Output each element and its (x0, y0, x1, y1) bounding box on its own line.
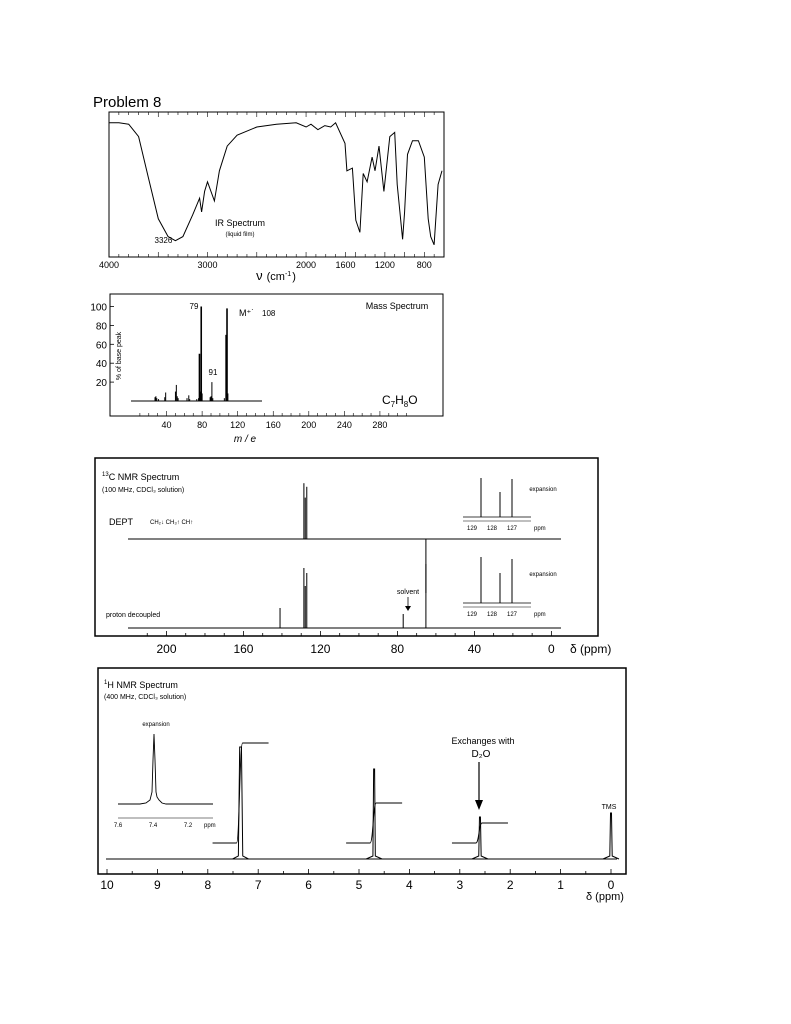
c13-lower-expansion (463, 557, 557, 618)
ms-formula-7: 7 (390, 400, 396, 409)
c13-dept-exp-tick-3: 127 (506, 526, 518, 532)
ms-label-mplus: M⁺˙ (239, 308, 255, 318)
ms-ylabel: % of base peak (116, 331, 123, 381)
h1-xtick-label: 0 (607, 878, 615, 892)
c13-xtick-label: 200 (156, 642, 177, 656)
ms-xtick-label: 160 (265, 420, 281, 430)
ms-ytick-label: 80 (95, 321, 107, 333)
ir-tick-label: 2000 (296, 260, 317, 270)
h1-title-text: H NMR Spectrum (107, 680, 178, 690)
h1-exchange-arrowhead (475, 800, 483, 810)
h1-xtick-label: 8 (204, 878, 212, 892)
ir-xlabel (256, 268, 296, 283)
ms-xtick-label: 200 (301, 420, 317, 430)
c13-dept-exp-tick-1: 129 (466, 526, 478, 532)
ms-formula-h: H (395, 393, 404, 407)
c13-title-sup: 13 (102, 472, 109, 478)
c13-xtick-label: 0 (548, 642, 555, 656)
h1-exchange-label-2: D₂O (471, 749, 491, 760)
c13-solvent-label: solvent (396, 589, 420, 596)
ir-chart (99, 112, 444, 283)
h1-expansion-inset (114, 722, 216, 829)
h1-xtick-label: 10 (100, 878, 114, 892)
ir-tick-label: 800 (416, 260, 432, 270)
ir-tick-label: 1200 (374, 260, 395, 270)
ms-ytick-label: 60 (95, 340, 107, 352)
h1-expansion-trace (118, 734, 213, 804)
ms-ytick-label: 100 (90, 302, 107, 314)
ir-xlabel-close: ) (292, 271, 296, 283)
ir-subtitle: (liquid film) (225, 232, 255, 238)
h1-xtick-label: 2 (506, 878, 514, 892)
ir-tick-label: 1600 (335, 260, 356, 270)
c13-lower-exp-tick-unit: ppm (534, 612, 546, 618)
c13-lower-exp-tick-1: 129 (466, 612, 478, 618)
c13-chart (95, 458, 611, 656)
h1-integral (346, 803, 402, 843)
ms-title: Mass Spectrum (365, 301, 429, 311)
h1-exchange-label-1: Exchanges with (451, 736, 515, 746)
c13-dept-exp-tick-unit: ppm (534, 526, 546, 532)
c13-title (102, 472, 179, 482)
h1-xtick-label: 5 (355, 878, 363, 892)
h1-tms-label: TMS (601, 804, 617, 811)
ir-title: IR Spectrum (214, 218, 266, 228)
ms-xtick-label: 120 (230, 420, 246, 430)
ms-formula-8: 8 (403, 400, 409, 409)
h1-xtick-label: 7 (254, 878, 262, 892)
h1-xtick-label: 4 (406, 878, 413, 892)
c13-dept-expansion-label: expansion (529, 487, 557, 493)
h1-xtick-label: 6 (305, 878, 312, 892)
c13-xtick-label: 40 (467, 642, 482, 656)
ms-xtick-label: 40 (161, 420, 172, 430)
c13-dept-exp-tick-2: 128 (486, 526, 498, 532)
h1-expansion-tick-1: 7.6 (113, 823, 123, 829)
c13-solvent-arrowhead (405, 606, 411, 611)
h1-xtick-label: 3 (456, 878, 464, 892)
c13-dept-legend: CH₂↓ CH₃↑ CH↑ (150, 520, 194, 526)
c13-lower-expansion-label: expansion (529, 572, 557, 578)
ms-formula-c: C (382, 393, 391, 407)
h1-peak (603, 813, 619, 859)
ir-xlabel-exp: -1 (284, 271, 292, 278)
ms-xtick-label: 280 (372, 420, 388, 430)
ms-label-108: 108 (262, 309, 276, 318)
c13-xtick-label: 160 (233, 642, 254, 656)
c13-xunit: δ (ppm) (570, 642, 612, 656)
h1-xunit: δ (ppm) (586, 891, 624, 903)
c13-xtick-label: 80 (390, 642, 405, 656)
h1-subtitle: (400 MHz, CDCl₃ solution) (104, 694, 187, 701)
h1-integral (213, 743, 269, 843)
h1-xtick-label: 1 (557, 878, 564, 892)
ms-xtick-label: 80 (197, 420, 208, 430)
ms-formula (382, 393, 418, 409)
ir-tick-label: 4000 (98, 260, 120, 270)
c13-subtitle: (100 MHz, CDCl₃ solution) (102, 487, 185, 494)
c13-lower-exp-tick-2: 128 (486, 612, 498, 618)
h1-chart (98, 668, 626, 903)
h1-expansion-tick-3: 7.2 (183, 823, 193, 829)
ir-tick-label: 3000 (197, 260, 218, 270)
ms-label-79: 79 (189, 302, 199, 311)
c13-dept-expansion (463, 478, 557, 532)
h1-title-sup: 1 (104, 680, 108, 686)
h1-expansion-tick-unit: ppm (204, 823, 216, 829)
ir-xlabel-unit: (cm (266, 271, 285, 283)
ir-trace (109, 123, 442, 245)
ms-formula-o: O (408, 393, 418, 407)
h1-expansion-tick-2: 7.4 (148, 823, 158, 829)
ms-label-91: 91 (208, 368, 218, 377)
ir-annotation-3326: 3326 (154, 236, 173, 245)
ir-xlabel-nu: ν (256, 268, 263, 283)
ms-ytick-label: 40 (95, 359, 107, 371)
h1-title (104, 680, 178, 690)
ms-frame (110, 294, 443, 416)
page-title: Problem 8 (93, 94, 162, 111)
ms-chart (90, 294, 443, 445)
c13-title-text: C NMR Spectrum (108, 472, 180, 482)
c13-xtick-label: 120 (310, 642, 331, 656)
h1-integral (452, 823, 508, 843)
ms-xtick-label: 240 (336, 420, 352, 430)
c13-frame (95, 458, 598, 636)
ms-xlabel: m / e (233, 434, 257, 445)
h1-xtick-label: 9 (154, 878, 161, 892)
c13-dept-label: DEPT (109, 517, 134, 527)
c13-lower-exp-tick-3: 127 (506, 612, 518, 618)
h1-expansion-label: expansion (142, 722, 170, 728)
c13-lower-label: proton decoupled (106, 612, 161, 619)
ms-ytick-label: 20 (95, 378, 107, 390)
